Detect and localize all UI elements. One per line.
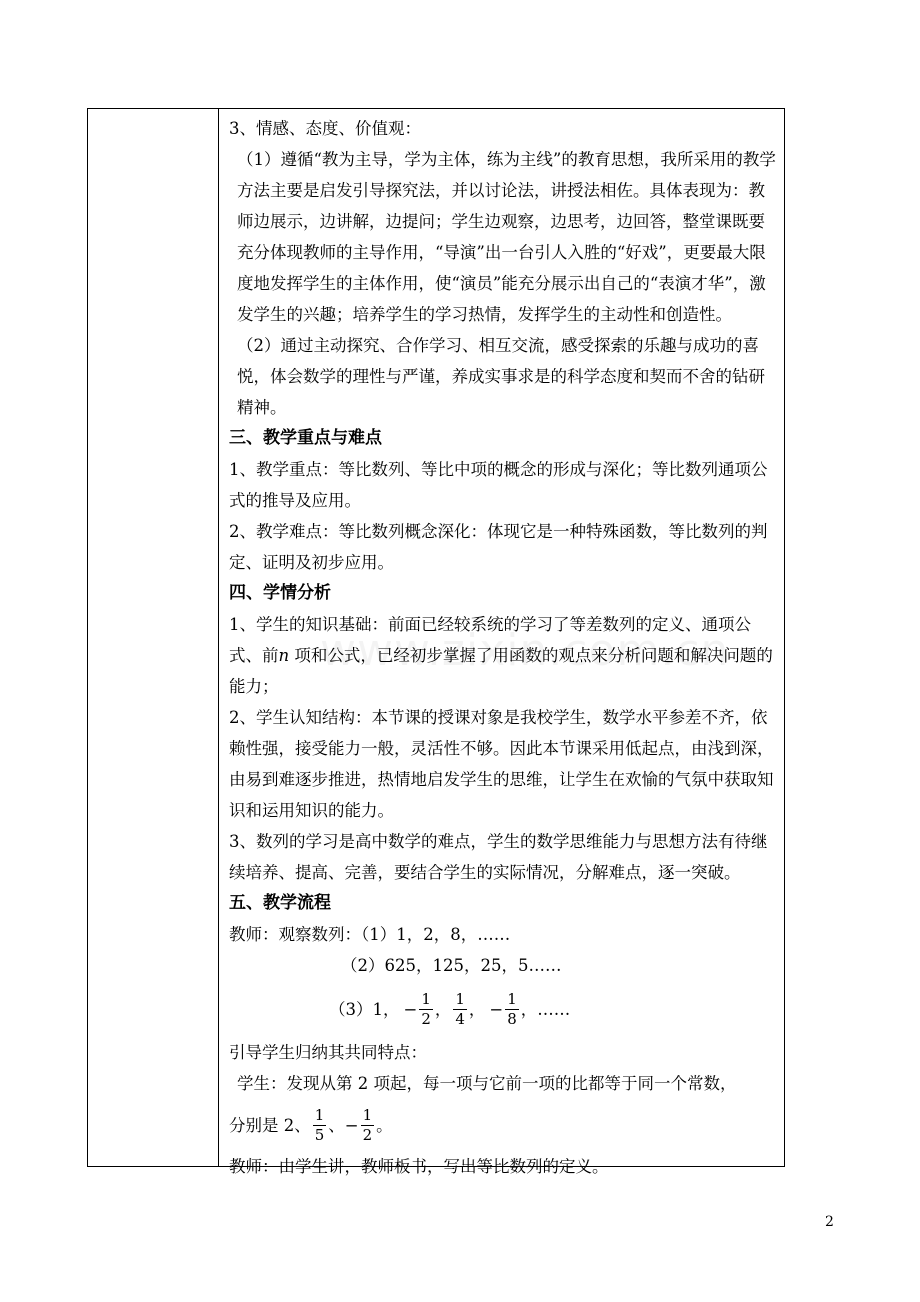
- paragraph: 学生：发现从第 2 项起，每一项与它前一项的比都等于同一个常数，: [237, 1074, 737, 1093]
- fraction: [453, 990, 467, 1029]
- denominator: 2: [362, 1125, 373, 1144]
- denominator: 2: [421, 1009, 431, 1028]
- numerator: 1: [421, 989, 431, 1008]
- denominator: 8: [507, 1009, 517, 1028]
- fraction: [419, 990, 433, 1029]
- paragraph: 2、学生认知结构：本节课的授课对象是我校学生，数学水平参差不齐，依赖性强，接受能力一般，灵活性不够。因此本节课采用低起点，由浅到深，由易到难逐步推进，热情地启发学生的思维，让学生在欢愉的气氛中获取知识和运用知识的能力。: [229, 708, 774, 820]
- paragraph: （1）遵循“教为主导，学为主体，练为主线”的教育思想，我所采用的教学方法主要是启发引导探究法，并以讨论法，讲授法相佐。具体表现为：教师边展示，边讲解，边提问；学生边观察，边思考，边回答，整堂课既要充分体现教师的主导作用，“导演”出一台引人入胜的“好戏”，更要最大限度地发挥学生的主体作用，使“演员”能充分展示出自己的“表演才华”，激发学生的兴趣；培养学生的学习热情，发挥学生的主动性和创造性。: [237, 150, 776, 324]
- numerator: 1: [314, 1105, 325, 1124]
- fraction: [313, 1106, 327, 1145]
- paragraph: 3、情感、态度、价值观：: [229, 119, 421, 138]
- numerator: 1: [455, 989, 465, 1008]
- sequence-line: 教师：观察数列：（1）1，2，8，……: [229, 925, 511, 944]
- page-number: 2: [825, 1214, 834, 1230]
- fraction: [505, 990, 519, 1029]
- text: 1、学生的知识基础：前面已经较系统的学习了等差数列的定义、通项公式、前: [229, 615, 751, 665]
- comma: ，: [468, 999, 486, 1019]
- section-heading: 四、学情分析: [229, 583, 331, 603]
- paragraph: 教师：由学生讲，教师板书，写出等比数列的定义。: [229, 1157, 609, 1176]
- separator: 、: [328, 1115, 345, 1135]
- section-heading: 三、教学重点与难点: [229, 428, 382, 448]
- ellipsis: ，……: [520, 999, 571, 1019]
- denominator: 4: [455, 1009, 465, 1028]
- text: 项和公式，已经初步掌握了用函数的观点来分析问题和解决问题的能力；: [229, 646, 773, 696]
- text: 分别是 2、: [229, 1115, 311, 1135]
- minus-sign: −: [403, 999, 418, 1019]
- ratio-line: [229, 1099, 781, 1151]
- text: （3）1，: [329, 999, 400, 1019]
- paragraph: （2）通过主动探究、合作学习、相互交流，感受探索的乐趣与成功的喜悦，体会数学的理性与严谨，养成实事求是的科学态度和契而不舍的钻研精神。: [237, 336, 765, 417]
- fraction: [361, 1106, 375, 1145]
- watermark: [320, 625, 729, 676]
- paragraph: 引导学生归纳其共同特点：: [229, 1043, 427, 1062]
- comma: ，: [434, 999, 452, 1019]
- math-variable: n: [278, 646, 290, 665]
- numerator: 1: [362, 1105, 373, 1124]
- minus-sign: −: [489, 999, 504, 1019]
- paragraph: 2、教学难点：等比数列概念深化：体现它是一种特殊函数，等比数列的判定、证明及初步应用。: [229, 522, 768, 572]
- section-heading: 五、教学流程: [229, 893, 331, 913]
- sequence-line: （2）625，125，25，5……: [341, 956, 562, 975]
- denominator: 5: [314, 1125, 325, 1144]
- numerator: 1: [507, 989, 517, 1008]
- paragraph: 1、教学重点：等比数列、等比中项的概念的形成与深化；等比数列通项公式的推导及应用。: [229, 460, 768, 510]
- period: 。: [376, 1115, 393, 1135]
- column-divider: [218, 109, 219, 1166]
- paragraph: 3、数列的学习是高中数学的难点，学生的数学思维能力与思想方法有待继续培养、提高、完善，要结合学生的实际情况，分解难点，逐一突破。: [229, 832, 768, 882]
- minus-sign: −: [344, 1115, 359, 1135]
- sequence-line: [229, 981, 781, 1037]
